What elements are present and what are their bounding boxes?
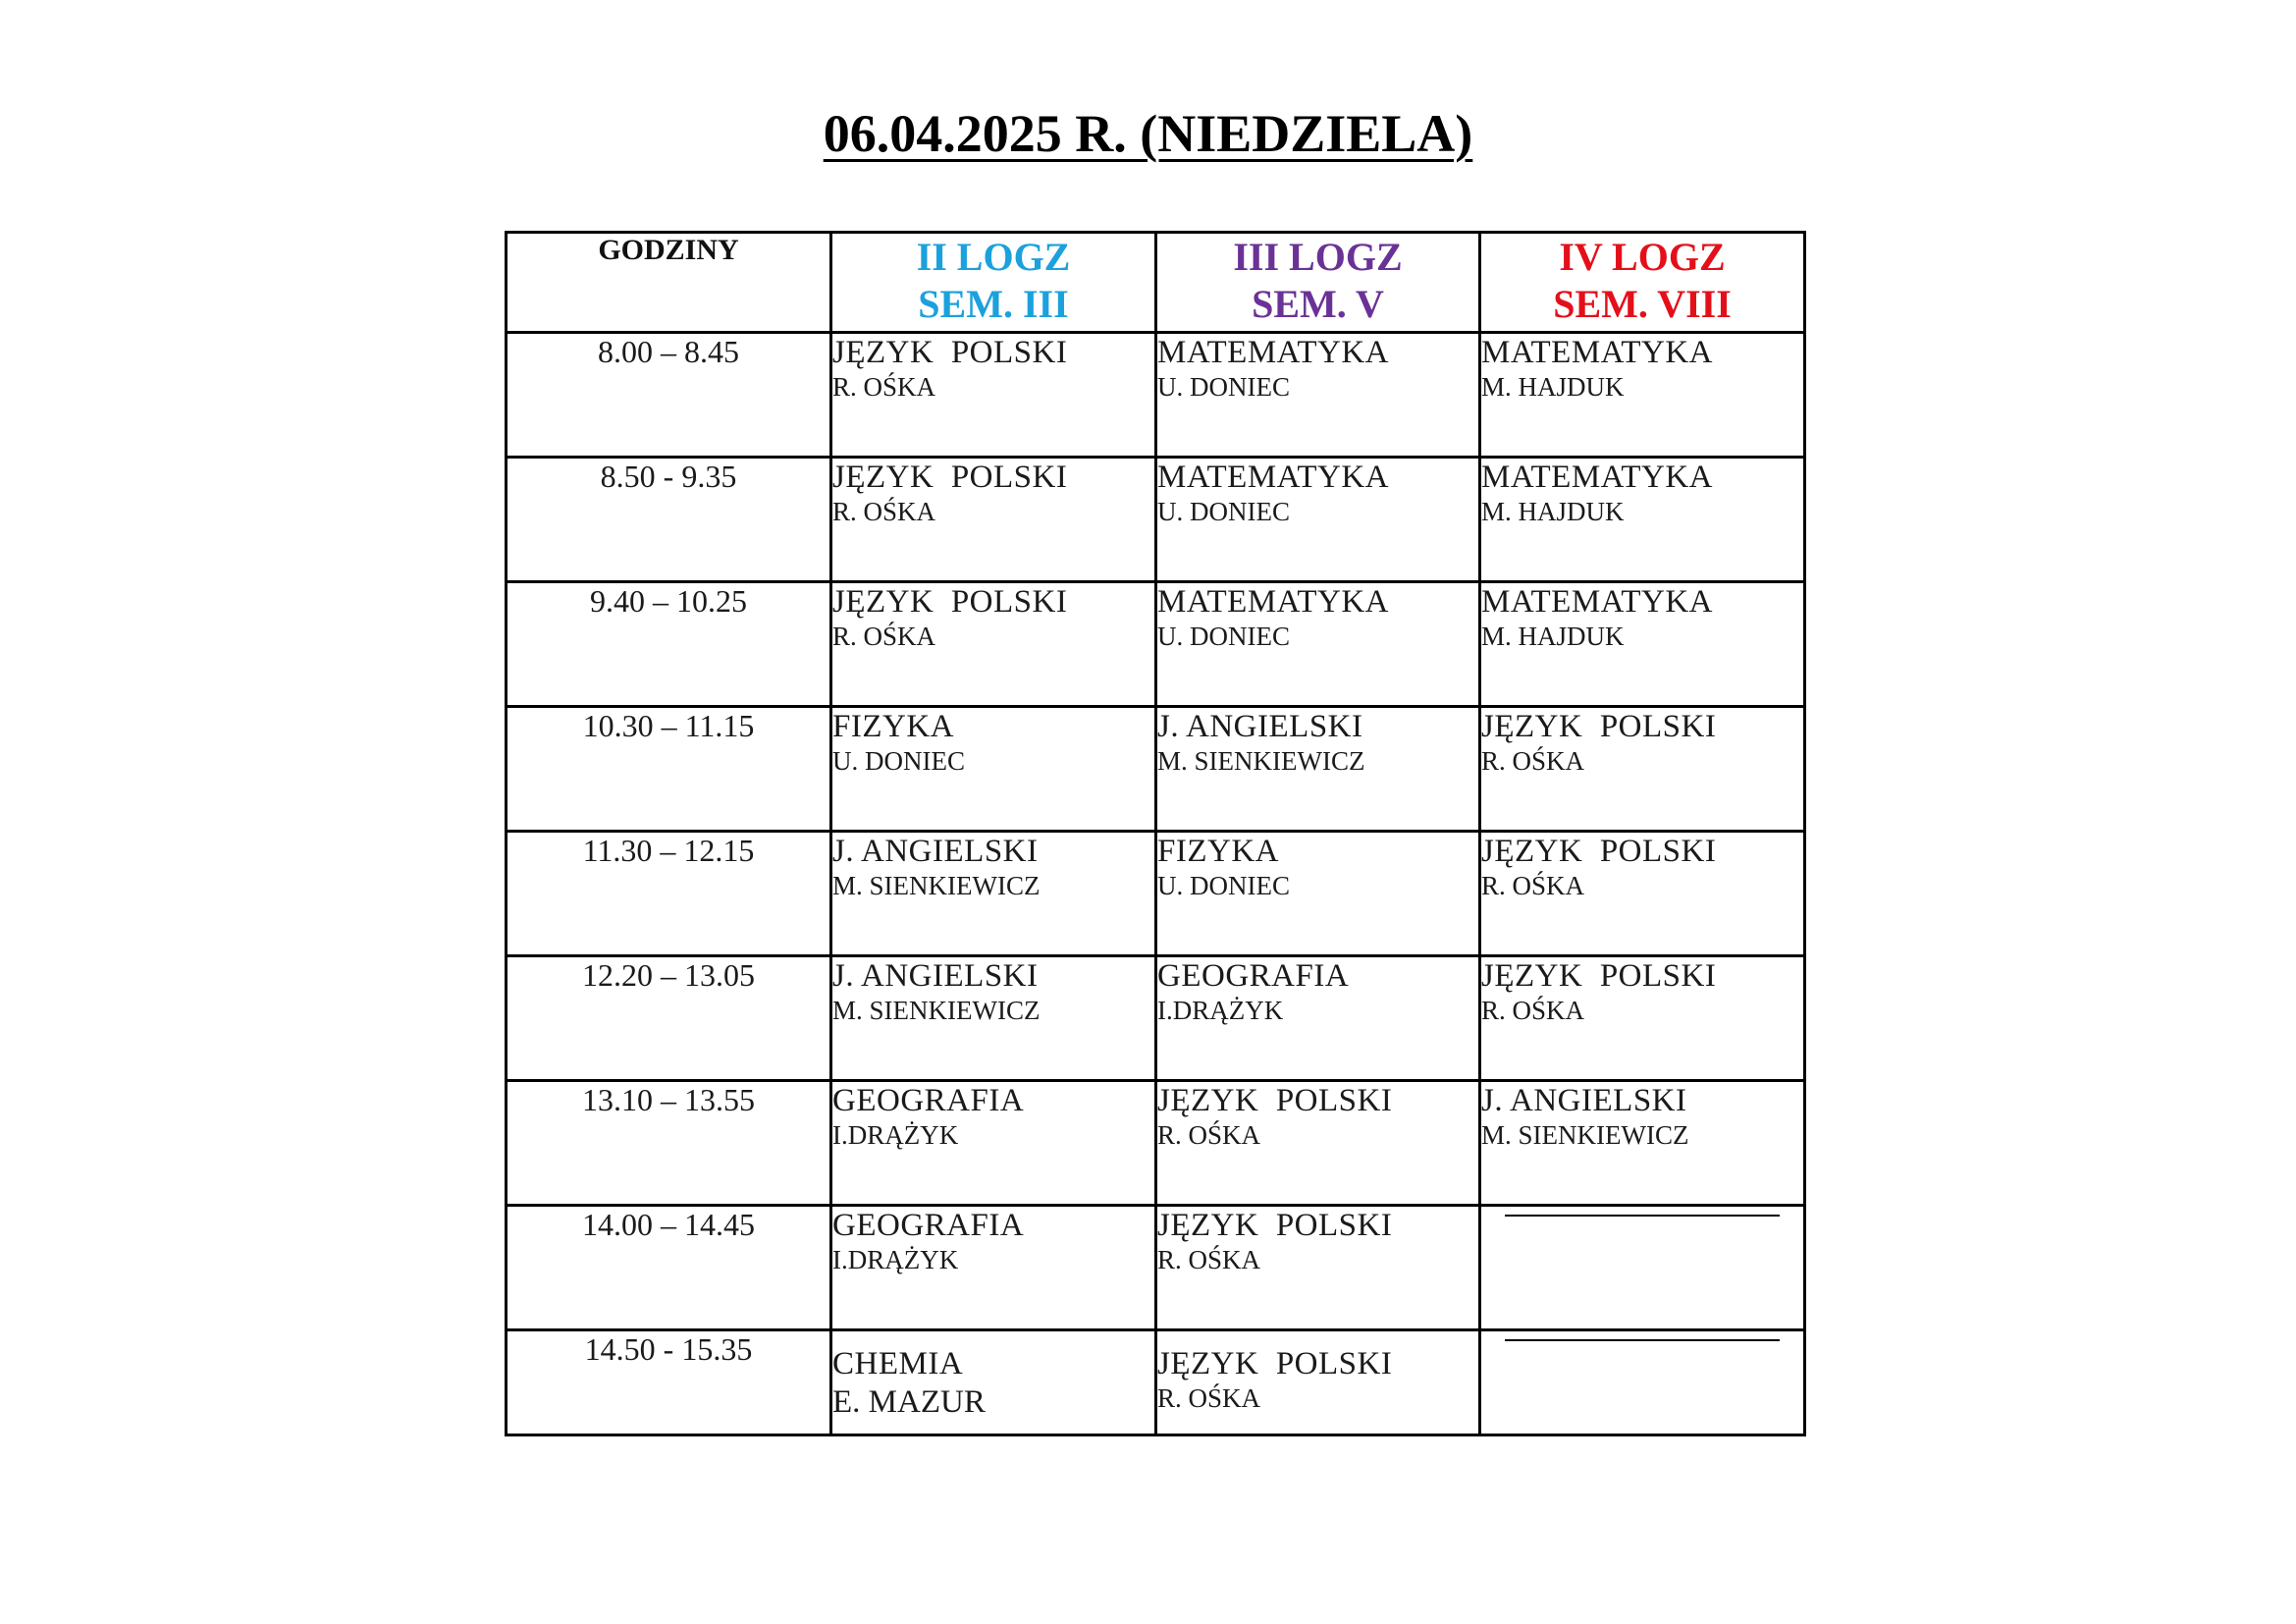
time-slot: 9.40 – 10.25 (507, 582, 831, 707)
lesson-teacher: M. SIENKIEWICZ (1481, 1120, 1689, 1150)
lesson-subject: J. ANGIELSKI (1157, 709, 1363, 744)
lesson-teacher: U. DONIEC (1157, 622, 1290, 651)
lesson-teacher: R. OŚKA (1157, 1383, 1261, 1413)
lesson-subject: JĘZYK POLSKI (1481, 709, 1717, 744)
lesson-teacher: R. OŚKA (832, 497, 936, 526)
table-row (507, 1081, 1805, 1206)
lesson-teacher: I.DRĄŻYK (1157, 996, 1284, 1025)
lesson-teacher: I.DRĄŻYK (832, 1245, 959, 1274)
time-slot: 11.30 – 12.15 (507, 832, 831, 956)
lesson-teacher: R. OŚKA (1481, 996, 1585, 1025)
time-slot: 8.00 – 8.45 (507, 333, 831, 458)
table-row (507, 707, 1805, 832)
lesson-cell (1480, 956, 1805, 1081)
lesson-subject: FIZYKA (832, 709, 954, 744)
lesson-subject: MATEMATYKA (1157, 335, 1389, 370)
lesson-teacher: R. OŚKA (1481, 746, 1585, 776)
lesson-teacher: U. DONIEC (1157, 372, 1290, 402)
lesson-cell (831, 1330, 1156, 1435)
lesson-cell (1156, 458, 1480, 582)
lesson-subject: JĘZYK POLSKI (832, 584, 1068, 620)
lesson-cell (1480, 458, 1805, 582)
lesson-cell (1480, 333, 1805, 458)
empty-slot-line (1505, 1339, 1780, 1341)
empty-lesson-cell (1480, 1330, 1805, 1435)
class-name: IV LOGZ (1559, 235, 1726, 279)
lesson-cell (1156, 1206, 1480, 1330)
lesson-subject: JĘZYK POLSKI (1157, 1083, 1393, 1118)
time-slot: 14.00 – 14.45 (507, 1206, 831, 1330)
lesson-cell (831, 582, 1156, 707)
lesson-teacher: U. DONIEC (1157, 871, 1290, 900)
lesson-subject: JĘZYK POLSKI (1481, 834, 1717, 869)
lesson-cell (1156, 1081, 1480, 1206)
lesson-cell (1156, 1330, 1480, 1435)
class-semester: SEM. V (1252, 282, 1384, 326)
class-header-ii-logz (831, 233, 1156, 333)
lesson-subject: JĘZYK POLSKI (832, 460, 1068, 495)
table-row (507, 333, 1805, 458)
lesson-subject: JĘZYK POLSKI (1157, 1208, 1393, 1243)
lesson-cell (831, 1206, 1156, 1330)
lesson-teacher: M. HAJDUK (1481, 497, 1625, 526)
table-row (507, 1206, 1805, 1330)
schedule-table (505, 231, 1806, 1436)
lesson-cell (1480, 707, 1805, 832)
lesson-teacher: U. DONIEC (1157, 497, 1290, 526)
lesson-teacher: R. OŚKA (832, 372, 936, 402)
time-slot: 8.50 - 9.35 (507, 458, 831, 582)
lesson-teacher: R. OŚKA (1481, 871, 1585, 900)
class-semester: SEM. III (918, 282, 1069, 326)
lesson-cell (1156, 333, 1480, 458)
page-title: 06.04.2025 R. (NIEDZIELA) (823, 104, 1473, 163)
lesson-cell (831, 1081, 1156, 1206)
lesson-subject: J. ANGIELSKI (832, 834, 1039, 869)
lesson-subject: MATEMATYKA (1481, 335, 1713, 370)
table-row (507, 832, 1805, 956)
lesson-subject: JĘZYK POLSKI (1481, 958, 1717, 994)
lesson-subject: J. ANGIELSKI (1481, 1083, 1687, 1118)
time-slot: 13.10 – 13.55 (507, 1081, 831, 1206)
lesson-subject: GEOGRAFIA (1157, 958, 1350, 994)
lesson-subject: JĘZYK POLSKI (1157, 1346, 1393, 1381)
time-slot: 14.50 - 15.35 (507, 1330, 831, 1435)
empty-slot-line (1505, 1215, 1780, 1217)
class-name: III LOGZ (1233, 235, 1403, 279)
lesson-teacher: M. SIENKIEWICZ (1157, 746, 1365, 776)
class-header-iv-logz (1480, 233, 1805, 333)
lesson-teacher: R. OŚKA (1157, 1120, 1261, 1150)
lesson-cell (1156, 582, 1480, 707)
time-slot: 12.20 – 13.05 (507, 956, 831, 1081)
lesson-subject: GEOGRAFIA (832, 1208, 1025, 1243)
lesson-teacher: M. SIENKIEWICZ (832, 996, 1041, 1025)
lesson-teacher: U. DONIEC (832, 746, 965, 776)
lesson-subject: FIZYKA (1157, 834, 1279, 869)
class-header-iii-logz (1156, 233, 1480, 333)
lesson-teacher: M. HAJDUK (1481, 372, 1625, 402)
lesson-subject: JĘZYK POLSKI (832, 335, 1068, 370)
lesson-cell (1480, 832, 1805, 956)
schedule-body (507, 333, 1805, 1435)
lesson-cell (1480, 1081, 1805, 1206)
table-row (507, 956, 1805, 1081)
class-semester: SEM. VIII (1553, 282, 1732, 326)
lesson-cell (831, 707, 1156, 832)
lesson-teacher: I.DRĄŻYK (832, 1120, 959, 1150)
lesson-teacher: R. OŚKA (832, 622, 936, 651)
hours-column-header: GODZINY (507, 233, 831, 333)
lesson-cell (1480, 582, 1805, 707)
lesson-cell (1156, 832, 1480, 956)
lesson-cell (831, 333, 1156, 458)
empty-lesson-cell (1480, 1206, 1805, 1330)
lesson-cell (831, 458, 1156, 582)
lesson-teacher: R. OŚKA (1157, 1245, 1261, 1274)
time-slot: 10.30 – 11.15 (507, 707, 831, 832)
header-row (507, 233, 1805, 333)
table-row (507, 458, 1805, 582)
lesson-cell (1156, 707, 1480, 832)
lesson-subject: MATEMATYKA (1481, 460, 1713, 495)
lesson-subject: J. ANGIELSKI (832, 958, 1039, 994)
class-name: II LOGZ (916, 235, 1071, 279)
lesson-cell (831, 832, 1156, 956)
lesson-cell (1156, 956, 1480, 1081)
lesson-teacher: M. SIENKIEWICZ (832, 871, 1041, 900)
table-row (507, 582, 1805, 707)
lesson-subject: MATEMATYKA (1157, 584, 1389, 620)
lesson-subject: MATEMATYKA (1481, 584, 1713, 620)
table-row (507, 1330, 1805, 1435)
lesson-subject: MATEMATYKA (1157, 460, 1389, 495)
lesson-teacher: M. HAJDUK (1481, 622, 1625, 651)
lesson-subject: CHEMIA (832, 1346, 964, 1381)
lesson-teacher: E. MAZUR (832, 1384, 986, 1420)
lesson-subject: GEOGRAFIA (832, 1083, 1025, 1118)
lesson-cell (831, 956, 1156, 1081)
